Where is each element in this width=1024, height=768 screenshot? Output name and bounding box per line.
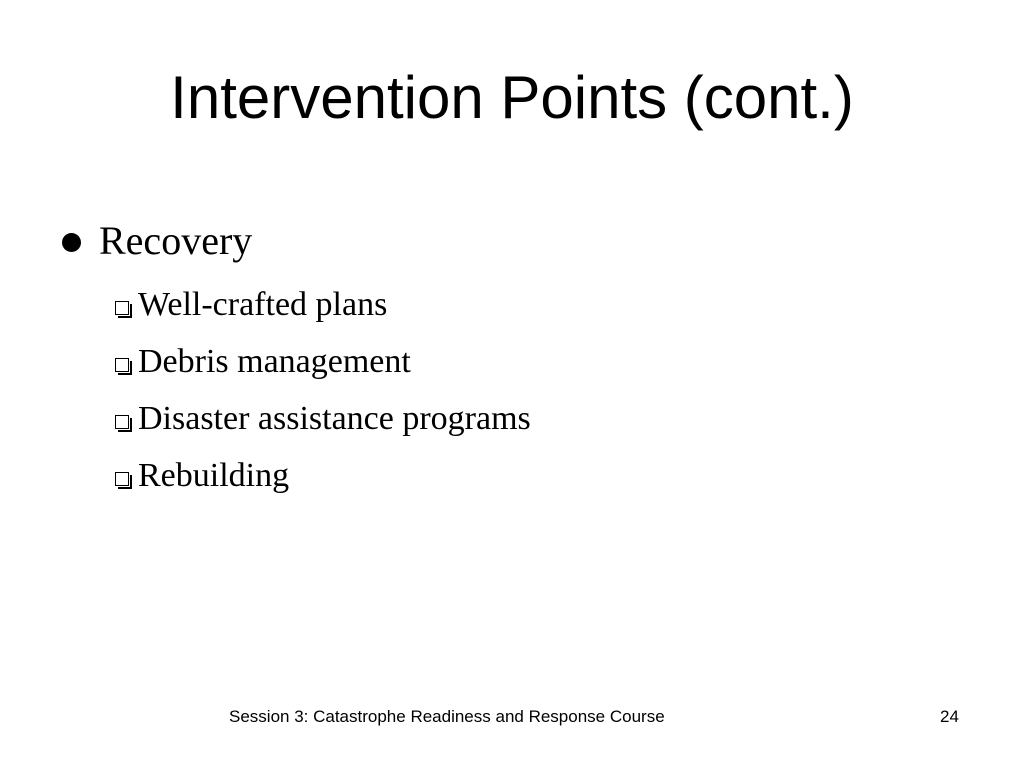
checkbox-square-bullet-icon <box>115 301 129 315</box>
sub-bullet-item <box>115 390 531 447</box>
sub-bullet-label: Rebuilding <box>138 456 290 494</box>
slide-title: Intervention Points (cont.) <box>170 64 854 131</box>
footer-course-title: Session 3: Catastrophe Readiness and Response Course <box>229 707 665 726</box>
bullet-recovery <box>62 216 252 266</box>
checkbox-square-bullet-icon <box>115 472 129 486</box>
filled-circle-bullet-icon <box>62 233 81 252</box>
sub-bullet-label: Disaster assistance programs <box>138 399 531 437</box>
checkbox-square-bullet-icon <box>115 415 129 429</box>
sub-bullet-item <box>115 276 531 333</box>
bullet-label: Recovery <box>99 218 253 263</box>
sub-bullet-list <box>115 276 531 504</box>
checkbox-square-bullet-icon <box>115 358 129 372</box>
sub-bullet-label: Well-crafted plans <box>138 285 388 323</box>
slide-page-number: 24 <box>940 707 959 726</box>
sub-bullet-item <box>115 333 531 390</box>
sub-bullet-item <box>115 447 531 504</box>
sub-bullet-label: Debris management <box>138 342 411 380</box>
